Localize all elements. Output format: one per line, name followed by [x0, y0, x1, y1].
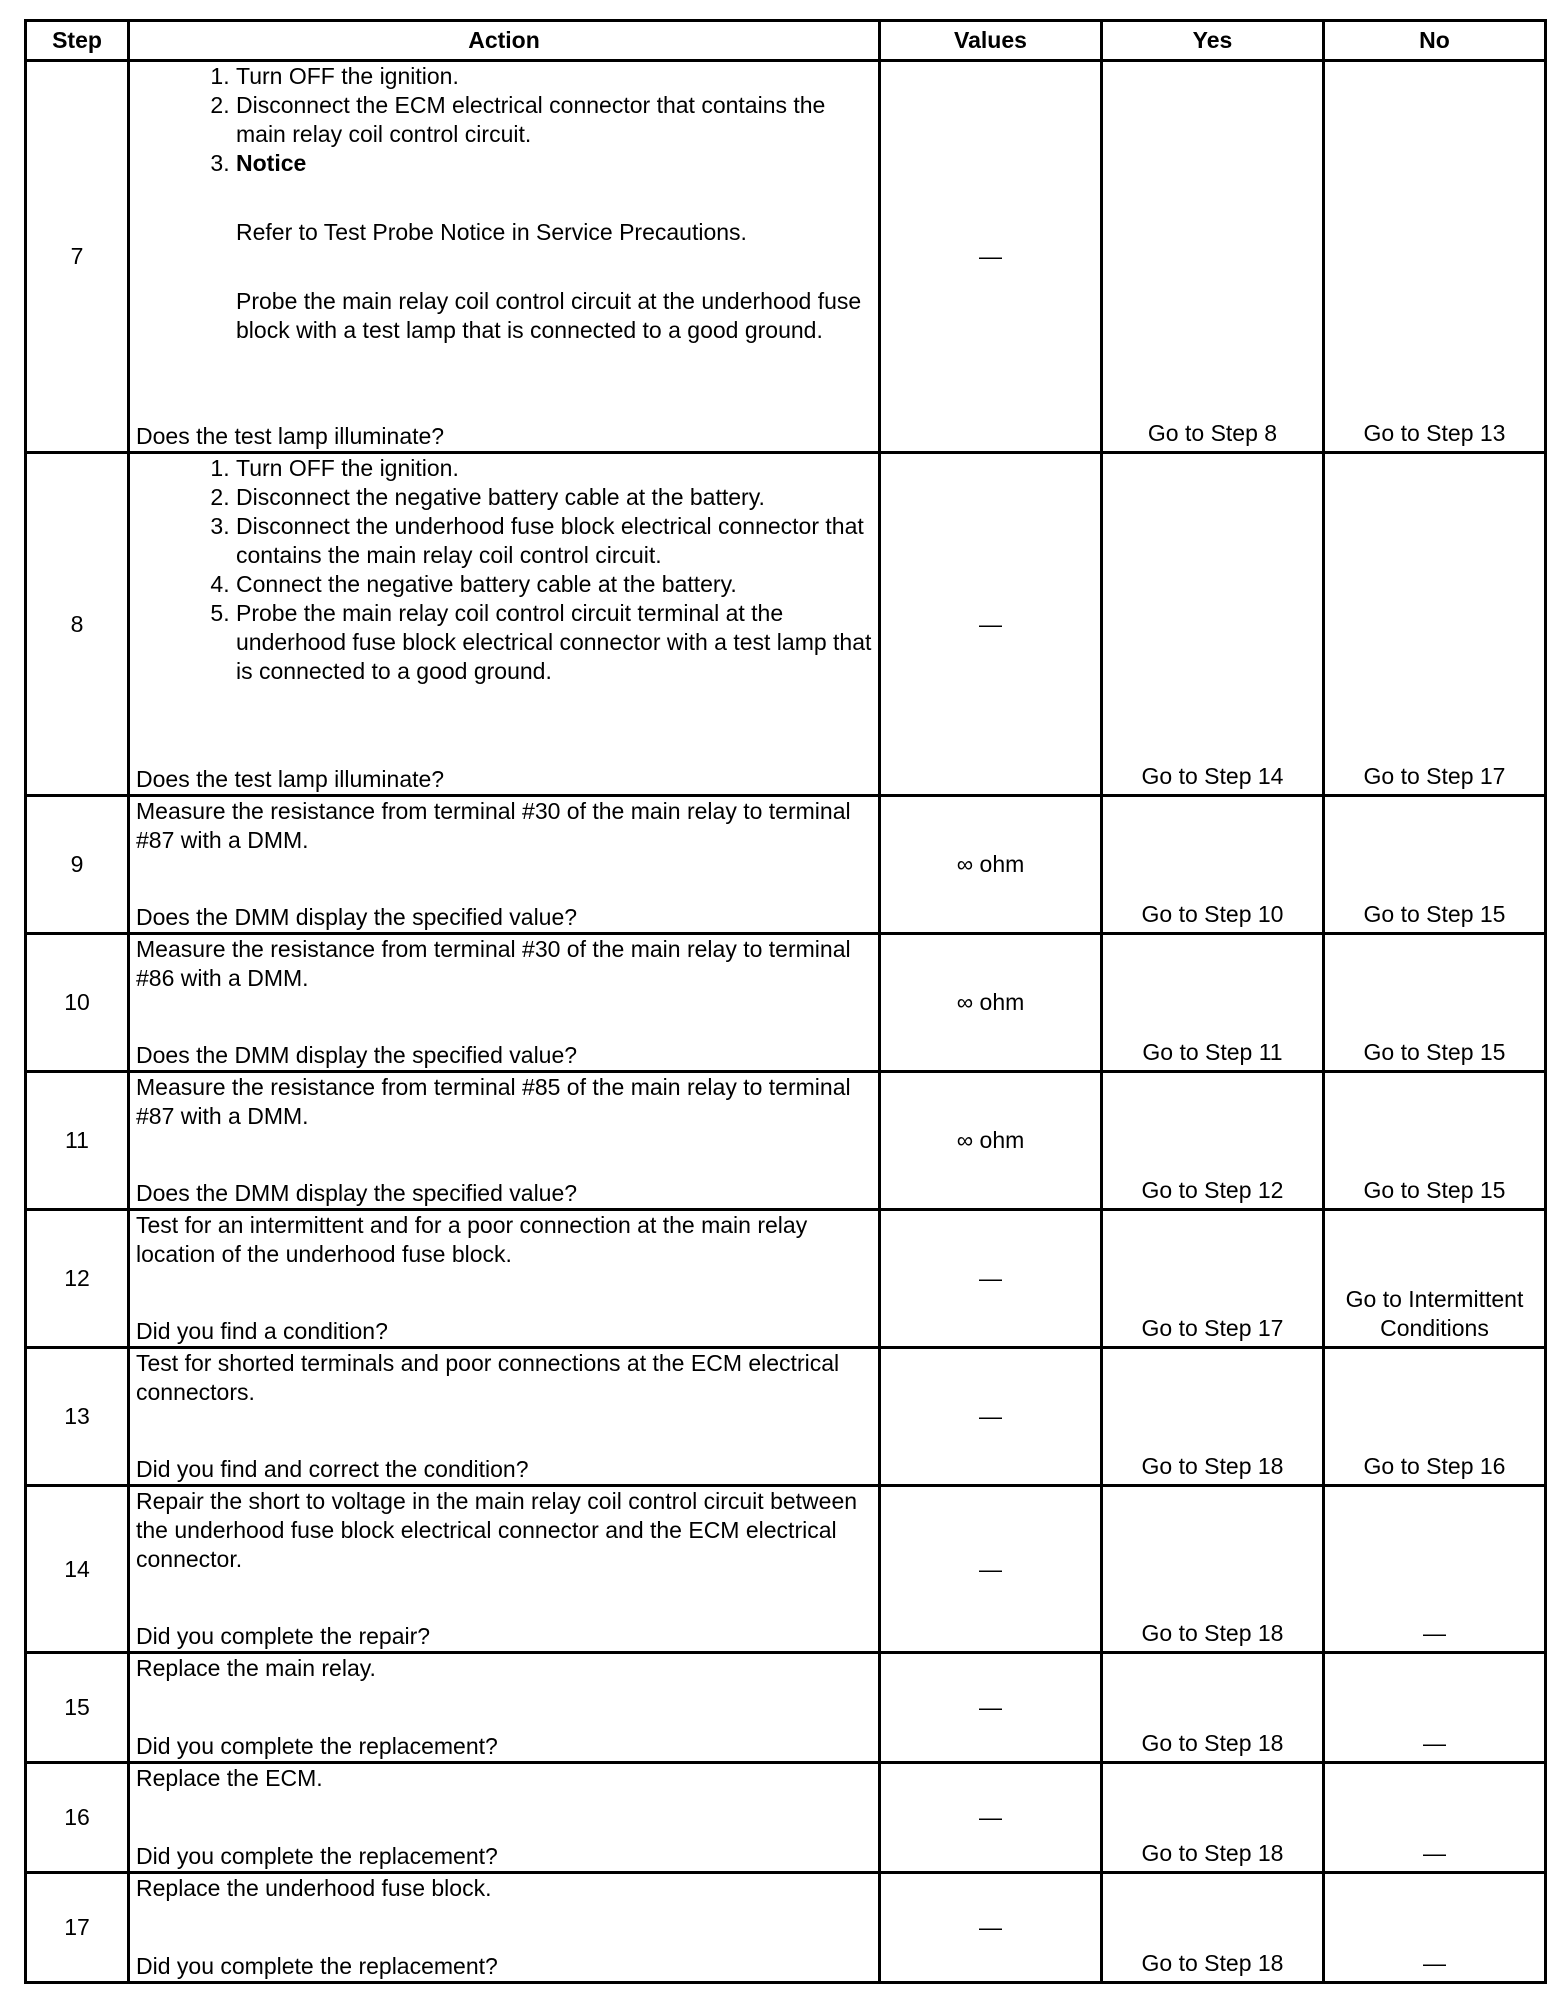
question-text: Did you complete the replacement? — [136, 1953, 498, 1979]
table-row — [26, 1763, 1546, 1873]
question-text: Did you find a condition? — [136, 1318, 388, 1344]
question-text: Did you complete the replacement? — [136, 1843, 498, 1869]
no-cell: — — [1324, 1873, 1546, 1983]
action-cell — [129, 1653, 880, 1763]
values-cell: — — [880, 1486, 1102, 1653]
list-item: 2. Disconnect the ECM electrical connector that contains the main relay coil control circuit. — [236, 91, 872, 149]
table-row — [26, 1486, 1546, 1653]
yes-cell: Go to Step 18 — [1102, 1486, 1324, 1653]
values-cell: — — [880, 1210, 1102, 1348]
question-text: Does the test lamp illuminate? — [136, 766, 445, 792]
table-row — [26, 453, 1546, 796]
table-row — [26, 1210, 1546, 1348]
question-text: Does the DMM display the specified value? — [136, 1042, 578, 1068]
action-cell — [129, 934, 880, 1072]
step-number: 16 — [26, 1763, 129, 1873]
no-cell: Go to Step 16 — [1324, 1348, 1546, 1486]
action-cell — [129, 796, 880, 934]
yes-cell: Go to Step 17 — [1102, 1210, 1324, 1348]
question-text: Did you complete the replacement? — [136, 1733, 498, 1759]
header-action: Action — [129, 21, 880, 61]
step-number: 14 — [26, 1486, 129, 1653]
question-text: Does the DMM display the specified value? — [136, 1180, 578, 1206]
no-cell: — — [1324, 1653, 1546, 1763]
table-row — [26, 1653, 1546, 1763]
table-row — [26, 796, 1546, 934]
action-cell — [129, 1348, 880, 1486]
action-text: Test for an intermittent and for a poor connection at the main relay location of the underhood fuse block. — [136, 1212, 808, 1267]
list-item: 1. Turn OFF the ignition. — [236, 62, 872, 91]
step-number: 10 — [26, 934, 129, 1072]
values-cell: ∞ ohm — [880, 796, 1102, 934]
question-text: Does the DMM display the specified value? — [136, 904, 578, 930]
values-cell: ∞ ohm — [880, 1072, 1102, 1210]
no-cell: Go to Step 15 — [1324, 1072, 1546, 1210]
no-cell: Go to Step 15 — [1324, 796, 1546, 934]
table-row — [26, 1348, 1546, 1486]
action-text: Replace the underhood fuse block. — [136, 1875, 492, 1901]
action-cell — [129, 1072, 880, 1210]
step-number: 9 — [26, 796, 129, 934]
yes-cell: Go to Step 18 — [1102, 1763, 1324, 1873]
step-number: 8 — [26, 453, 129, 796]
notice-text: Refer to Test Probe Notice in Service Precautions. — [236, 219, 747, 245]
yes-cell: Go to Step 18 — [1102, 1348, 1324, 1486]
step-number: 15 — [26, 1653, 129, 1763]
step-number: 7 — [26, 61, 129, 453]
list-item: 5. Probe the main relay coil control circuit terminal at the underhood fuse block electrical connector with a test lamp that is connected to a good ground. — [236, 599, 872, 686]
values-cell: — — [880, 453, 1102, 796]
yes-cell: Go to Step 8 — [1102, 61, 1324, 453]
yes-cell: Go to Step 18 — [1102, 1873, 1324, 1983]
header-step: Step — [26, 21, 129, 61]
action-cell — [129, 1763, 880, 1873]
values-cell: — — [880, 1873, 1102, 1983]
step-number: 13 — [26, 1348, 129, 1486]
question-text: Does the test lamp illuminate? — [136, 423, 445, 449]
list-item: 3. Disconnect the underhood fuse block electrical connector that contains the main relay coil control circuit. — [236, 512, 872, 570]
question-text: Did you complete the repair? — [136, 1623, 431, 1649]
values-cell: — — [880, 61, 1102, 453]
no-cell: Go to Step 15 — [1324, 934, 1546, 1072]
list-item: 4. Connect the negative battery cable at the battery. — [236, 570, 872, 599]
table-row — [26, 61, 1546, 453]
no-cell: — — [1324, 1763, 1546, 1873]
step-number: 17 — [26, 1873, 129, 1983]
action-cell — [129, 1873, 880, 1983]
yes-cell: Go to Step 14 — [1102, 453, 1324, 796]
diagnostic-table — [24, 19, 1547, 1984]
no-cell: — — [1324, 1486, 1546, 1653]
yes-cell: Go to Step 12 — [1102, 1072, 1324, 1210]
action-list — [136, 62, 872, 345]
action-list — [136, 454, 872, 686]
no-cell: Go to Intermittent Conditions — [1324, 1210, 1546, 1348]
header-values: Values — [880, 21, 1102, 61]
values-cell: ∞ ohm — [880, 934, 1102, 1072]
list-item: 2. Disconnect the negative battery cable at the battery. — [236, 483, 872, 512]
yes-cell: Go to Step 10 — [1102, 796, 1324, 934]
values-cell: — — [880, 1348, 1102, 1486]
table-row — [26, 934, 1546, 1072]
action-text: Repair the short to voltage in the main relay coil control circuit between the underhood fuse block electrical connector and the ECM electrical connector. — [136, 1488, 858, 1572]
yes-cell: Go to Step 18 — [1102, 1653, 1324, 1763]
notice-text: Probe the main relay coil control circuit at the underhood fuse block with a test lamp that is connected to a good ground. — [236, 288, 862, 343]
action-text: Measure the resistance from terminal #85 of the main relay to terminal #87 with a DMM. — [136, 1074, 851, 1129]
step-number: 11 — [26, 1072, 129, 1210]
step-number: 12 — [26, 1210, 129, 1348]
action-cell — [129, 453, 880, 796]
values-cell: — — [880, 1763, 1102, 1873]
notice-heading: 3. Notice — [236, 150, 307, 176]
no-cell: Go to Step 17 — [1324, 453, 1546, 796]
header-no: No — [1324, 21, 1546, 61]
list-item — [236, 149, 872, 345]
no-cell: Go to Step 13 — [1324, 61, 1546, 453]
table-row — [26, 1072, 1546, 1210]
action-text: Test for shorted terminals and poor connections at the ECM electrical connectors. — [136, 1350, 840, 1405]
list-item: 1. Turn OFF the ignition. — [236, 454, 872, 483]
action-text: Replace the ECM. — [136, 1765, 323, 1791]
action-cell — [129, 1210, 880, 1348]
action-cell — [129, 61, 880, 453]
yes-cell: Go to Step 11 — [1102, 934, 1324, 1072]
values-cell: — — [880, 1653, 1102, 1763]
action-text: Measure the resistance from terminal #30 of the main relay to terminal #87 with a DMM. — [136, 798, 851, 853]
action-text: Replace the main relay. — [136, 1655, 376, 1681]
action-cell — [129, 1486, 880, 1653]
table-row — [26, 1873, 1546, 1983]
header-row — [26, 21, 1546, 61]
action-text: Measure the resistance from terminal #30 of the main relay to terminal #86 with a DMM. — [136, 936, 851, 991]
question-text: Did you find and correct the condition? — [136, 1456, 529, 1482]
header-yes: Yes — [1102, 21, 1324, 61]
